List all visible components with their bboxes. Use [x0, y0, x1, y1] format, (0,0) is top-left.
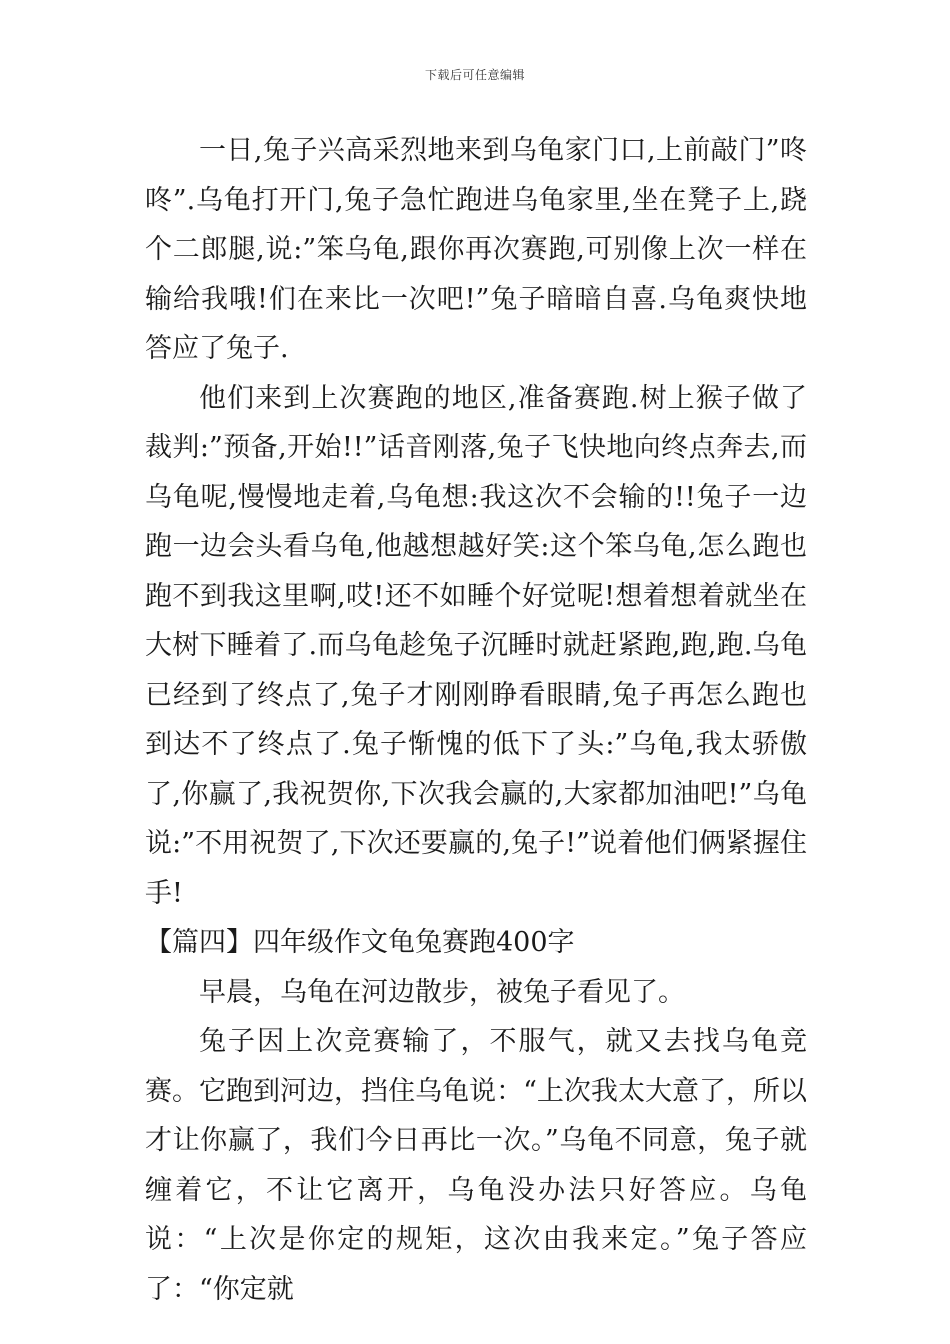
section-heading: 【篇四】四年级作文龟兔赛跑400字 [145, 927, 575, 958]
document-body [145, 126, 807, 1314]
paragraph-race-rematch: 他们来到上次赛跑的地区,准备赛跑.树上猴子做了裁判:”预备,开始!!”话音刚落,兔子飞快地向终点奔去,而乌龟呢,慢慢地走着,乌龟想:我这次不会输的!!兔子一边跑一边会头看乌龟,他越想越好笑:这个笨乌龟,怎么跑也跑不到我这里啊,哎!还不如睡个好觉呢!想着想着就坐在大树下睡着了.而乌龟趁兔子沉睡时就赶紧跑,跑,跑.乌龟已经到了终点了,兔子才刚刚睁看眼睛,兔子再怎么跑也到达不了终点了.兔子惭愧的低下了头:”乌龟,我太骄傲了,你赢了,我祝贺你,下次我会赢的,大家都加油吧!”乌龟说:”不用祝贺了,下次还要赢的,兔子!”说着他们俩紧握住手! [145, 382, 807, 909]
paragraph-morning-walk: 早晨，乌龟在河边散步，被兔子看见了。 [199, 976, 685, 1008]
header-note: 下载后可任意编辑 [424, 68, 525, 82]
paragraph-rabbit-visits-turtle: 一日,兔子兴高采烈地来到乌龟家门口,上前敲门”咚咚”.乌龟打开门,兔子急忙跑进乌龟家里,坐在凳子上,跷个二郎腿,说:”笨乌龟,跟你再次赛跑,可别像上次一样在输给我哦!们在来比一次吧!”兔子暗暗自喜.乌龟爽快地答应了兔子. [145, 135, 807, 364]
paragraph-new-challenge: 兔子因上次竞赛输了，不服气，就又去找乌龟竞赛。它跑到河边，挡住乌龟说：“上次我太大意了，所以才让你赢了，我们今日再比一次。”乌龟不同意，兔子就缠着它，不让它离开，乌龟没办法只好答应。乌龟说：“上次是你定的规矩，这次由我来定。”兔子答应了：“你定就 [145, 1026, 807, 1305]
